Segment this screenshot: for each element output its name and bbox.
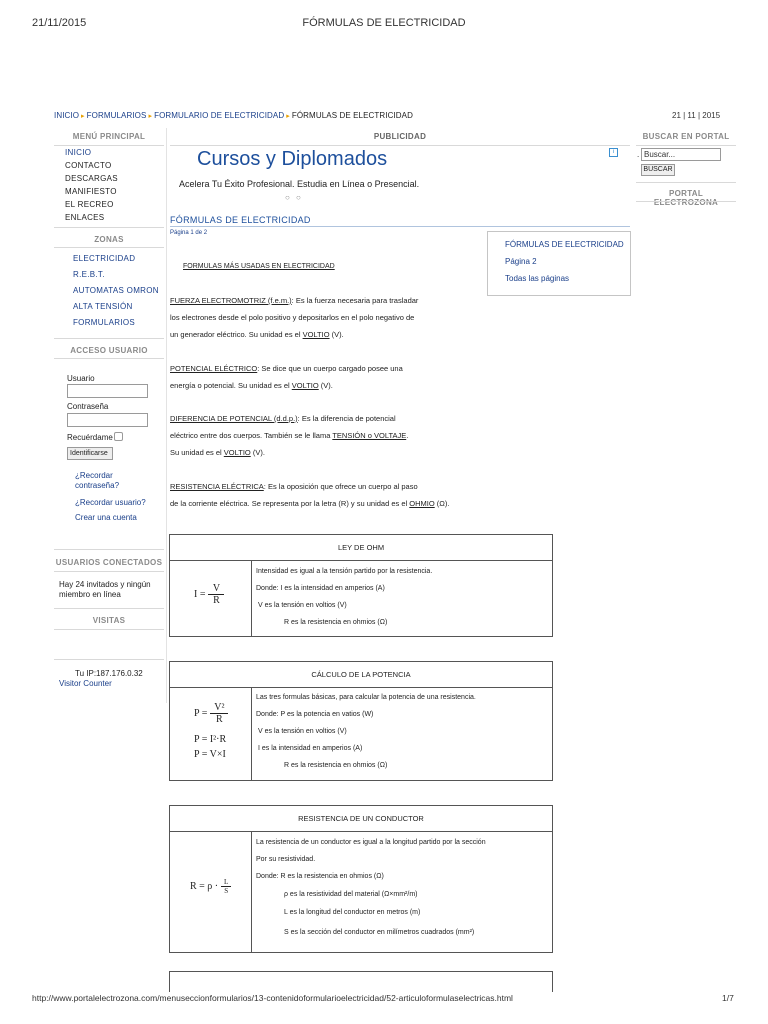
remember-label: Recuérdame — [67, 433, 113, 442]
online-users-title: USUARIOS CONECTADOS — [55, 558, 163, 567]
ohm-formula-lhs: I = — [194, 589, 206, 600]
breadcrumb-formulario-electricidad[interactable]: FORMULARIO DE ELECTRICIDAD — [154, 111, 285, 120]
resistencia-term: RESISTENCIA ELÉCTRICA — [170, 482, 264, 491]
ddp-line2a: eléctrico entre dos cuerpos. También se le llama — [170, 431, 333, 440]
divider — [636, 182, 736, 183]
print-date: 21/11/2015 — [32, 17, 87, 29]
menu-item-inicio[interactable]: INICIO — [65, 148, 92, 157]
conductor-line-5: L es la longitud del conductor en metros (m) — [284, 909, 421, 916]
fem-line1: : Es la fuerza necesaria para trasladar — [291, 296, 419, 305]
print-page-number: 1/7 — [722, 993, 734, 1003]
conductor-formula-den: S — [224, 887, 229, 895]
potencia-table — [169, 661, 553, 781]
conductor-line-4: ρ es la resistividad del material (Ω×mm²/m) — [284, 891, 418, 898]
resistencia-unit: OHMIO — [409, 499, 435, 508]
cell-divider — [251, 561, 252, 636]
ddp-line1: : Es la diferencia de potencial — [297, 414, 396, 423]
ad-carousel-dots[interactable]: ○ ○ — [285, 193, 303, 202]
site-date: 21 | 11 | 2015 — [672, 111, 721, 120]
menu-item-contacto[interactable]: CONTACTO — [65, 161, 112, 170]
zone-item-formularios[interactable]: FORMULARIOS — [73, 318, 135, 327]
menu-title: MENÚ PRINCIPAL — [72, 132, 146, 141]
breadcrumb — [54, 111, 413, 120]
ip-text: Tu IP:187.176.0.32 — [75, 669, 143, 678]
potencia-table-title: CÁLCULO DE LA POTENCIA — [170, 662, 552, 688]
ddp-unit: VOLTIO — [223, 448, 251, 457]
toc-item-1[interactable]: FÓRMULAS DE ELECTRICIDAD — [505, 240, 624, 249]
potencia-formula1-lhs: P = — [194, 708, 208, 719]
zone-item-alta-tension[interactable]: ALTA TENSIÓN — [73, 302, 133, 311]
cell-divider — [251, 688, 252, 780]
ohm-line-3: V es la tensión en voltios (V) — [258, 602, 347, 609]
cell-divider — [251, 832, 252, 952]
username-input[interactable] — [67, 384, 148, 398]
divider — [636, 201, 736, 202]
ohm-formula-den: R — [213, 595, 220, 606]
zone-item-electricidad[interactable]: ELECTRICIDAD — [73, 254, 136, 263]
breadcrumb-formularios[interactable]: FORMULARIOS — [86, 111, 147, 120]
potencial-unit: VOLTIO — [291, 381, 319, 390]
divider — [54, 659, 164, 660]
potencial-line2b: (V). — [318, 381, 333, 390]
fem-line3b: (V). — [329, 330, 344, 339]
conductor-table — [169, 805, 553, 953]
menu-item-el-recreo[interactable]: EL RECREO — [65, 200, 114, 209]
divider — [170, 145, 630, 146]
login-title: ACCESO USUARIO — [70, 346, 148, 355]
conductor-line-2: Por su resistividad. — [256, 856, 316, 863]
conductor-line-3: Donde: R es la resistencia en ohmios (Ω) — [256, 873, 384, 880]
visits-title: VISITAS — [92, 616, 126, 625]
create-account-link[interactable]: Crear una cuenta — [75, 513, 137, 522]
article-toc — [487, 231, 631, 296]
fem-term: FUERZA ELECTROMOTRIZ (f.e.m.) — [170, 296, 292, 305]
potencia-line-5: R es la resistencia en ohmios (Ω) — [284, 762, 388, 769]
main-menu — [65, 146, 118, 224]
divider — [54, 608, 164, 609]
search-bullet: . — [637, 150, 640, 159]
potencial-line1: : Se dice que un cuerpo cargado posee una — [257, 364, 403, 373]
password-label: Contraseña — [67, 402, 109, 411]
breadcrumb-arrow-icon: ▸ — [148, 113, 153, 120]
resistencia-paragraph — [170, 478, 490, 512]
ad-subline[interactable]: Acelera Tu Éxito Profesional. Estudia en Línea o Presencial. — [179, 179, 420, 189]
breadcrumb-arrow-icon: ▸ — [286, 113, 290, 120]
menu-item-enlaces[interactable]: ENLACES — [65, 213, 105, 222]
conductor-formula-lhs: R = ρ · — [190, 881, 219, 892]
ad-section-title: PUBLICIDAD — [373, 132, 427, 141]
resistencia-line2a: de la corriente eléctrica. Se representa por la letra (R) y su unidad es el — [170, 499, 410, 508]
divider — [54, 549, 164, 550]
potencia-formula-3: P = V×I — [194, 749, 226, 760]
conductor-table-title: RESISTENCIA DE UN CONDUCTOR — [170, 806, 552, 832]
print-title: FÓRMULAS DE ELECTRICIDAD — [302, 17, 466, 29]
ddp-line3b: (V). — [250, 448, 265, 457]
divider — [54, 247, 164, 248]
conductor-formula-num: L — [224, 878, 229, 886]
divider — [170, 226, 630, 227]
potencia-formula-2: P = I²·R — [194, 734, 227, 745]
divider — [636, 145, 736, 146]
divider — [54, 629, 164, 630]
resistencia-line1: : Es la oposición que ofrece un cuerpo al paso — [263, 482, 418, 491]
conductor-line-1: La resistencia de un conductor es igual a la longitud partido por la sección — [256, 839, 486, 846]
ddp-line3a: Su unidad es el — [170, 448, 224, 457]
potencia-line-4: I es la intensidad en amperios (A) — [258, 745, 363, 752]
ddp-term: DIFERENCIA DE POTENCIAL (d.d.p.) — [170, 414, 298, 423]
ohm-table-title: LEY DE OHM — [170, 535, 552, 561]
ddp-alias: TENSIÓN o VOLTAJE — [332, 431, 407, 440]
ad-headline[interactable]: Cursos y Diplomados — [197, 148, 388, 170]
toc-item-3[interactable]: Todas las páginas — [505, 274, 570, 283]
visitor-counter-link[interactable]: Visitor Counter — [59, 679, 112, 688]
conductor-line-6: S es la sección del conductor en milímetros cuadrados (mm²) — [284, 929, 475, 936]
zones-menu — [73, 251, 159, 331]
resistencia-line2b: (Ω). — [434, 499, 450, 508]
ohm-line-1: Intensidad es igual a la tensión partido por la resistencia. — [256, 568, 433, 575]
potencia-formula1-den: R — [216, 714, 223, 725]
fem-line3a: un generador eléctrico. Su unidad es el — [170, 330, 303, 339]
divider — [54, 571, 164, 572]
breadcrumb-current: FÓRMULAS DE ELECTRICIDAD — [291, 111, 413, 120]
breadcrumb-home[interactable]: INICIO — [54, 111, 80, 120]
forgot-username-link[interactable]: ¿Recordar usuario? — [75, 498, 146, 507]
ddp-line2b: . — [406, 431, 409, 440]
ohm-line-4: R es la resistencia en ohmios (Ω) — [284, 619, 388, 626]
article-title: FÓRMULAS DE ELECTRICIDAD — [170, 215, 311, 225]
print-url: http://www.portalelectrozona.com/menuseccionformularios/13-contenidoformularioelectricidad/52-articuloformulaselectricas.html — [32, 993, 513, 1003]
zone-item-rebt[interactable]: R.E.B.T. — [73, 270, 105, 279]
potencia-line-2: Donde: P es la potencia en vatios (W) — [256, 711, 374, 718]
ddp-paragraph — [170, 410, 470, 461]
search-button[interactable]: BUSCAR — [641, 164, 675, 176]
potencia-line-1: Las tres formulas básicas, para calcular la potencia de una resistencia. — [256, 694, 476, 701]
login-button[interactable]: Identificarse — [67, 447, 113, 460]
divider — [54, 338, 164, 339]
portal-title: PORTAL ELECTROZONA — [653, 189, 719, 207]
username-label: Usuario — [67, 374, 95, 383]
potencial-term: POTENCIAL ELÉCTRICO — [170, 364, 258, 373]
ohm-table — [169, 534, 553, 637]
remember-checkbox[interactable] — [114, 432, 123, 441]
ohm-line-2: Donde: I es la intensidad en amperios (A) — [256, 585, 385, 592]
potencia-formula-1 — [194, 702, 228, 725]
potencial-paragraph — [170, 360, 470, 394]
fem-line2: los electrones desde el polo positivo y depositarlos en el polo negativo de — [170, 313, 415, 322]
fem-unit: VOLTIO — [302, 330, 330, 339]
password-input[interactable] — [67, 413, 148, 427]
search-title: BUSCAR EN PORTAL — [642, 132, 730, 141]
divider — [54, 227, 164, 228]
potencial-line2a: energía o potencial. Su unidad es el — [170, 381, 292, 390]
ohm-formula-num: V — [212, 583, 221, 594]
online-users-text: Hay 24 invitados y ningún miembro en línea — [59, 580, 151, 599]
toc-item-2[interactable]: Página 2 — [505, 257, 537, 266]
divider — [54, 358, 164, 359]
forgot-password-link[interactable]: ¿Recordar contraseña? — [75, 471, 120, 490]
zone-item-automatas-omron[interactable]: AUTOMATAS OMRON — [73, 286, 159, 295]
conductor-formula — [190, 878, 231, 895]
intro-heading: FORMULAS MÁS USADAS EN ELECTRICIDAD — [183, 263, 335, 270]
breadcrumb-arrow-icon: ▸ — [81, 113, 85, 120]
ohm-formula — [194, 583, 224, 606]
page-indicator: Página 1 de 2 — [170, 230, 208, 236]
potencia-line-3: V es la tensión en voltios (V) — [258, 728, 347, 735]
menu-item-manifiesto[interactable]: MANIFIESTO — [65, 187, 117, 196]
column-divider — [166, 128, 167, 703]
next-table-partial — [169, 971, 553, 992]
zones-title: ZONAS — [94, 235, 124, 244]
fem-paragraph — [170, 292, 470, 343]
search-input[interactable]: Buscar... — [641, 148, 721, 161]
menu-item-descargas[interactable]: DESCARGAS — [65, 174, 118, 183]
potencia-formula1-num: V² — [214, 702, 225, 713]
ad-info-icon[interactable]: i — [609, 148, 618, 157]
